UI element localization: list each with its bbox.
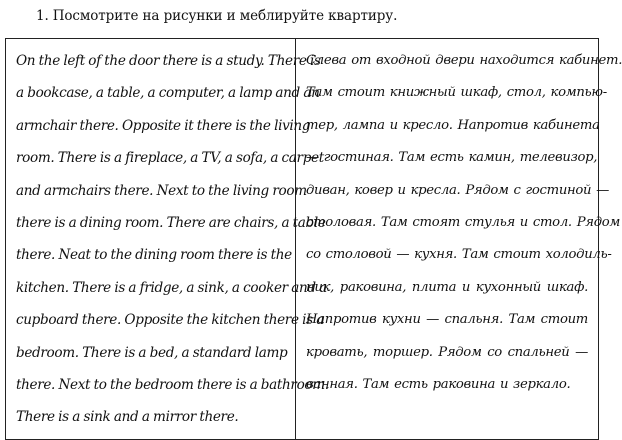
english-line: On the left of the door there is a study. There is	[16, 53, 321, 69]
russian-text-cell	[296, 39, 622, 440]
table-row	[6, 39, 599, 440]
russian-line: ник, раковина, плита и кухонный шкаф.	[306, 279, 588, 295]
russian-line: — гостиная. Там есть камин, телевизор,	[306, 150, 598, 166]
russian-line: тер, лампа и кресло. Напротив кабинета	[306, 117, 600, 133]
task-number: 1.	[36, 8, 49, 24]
russian-line: Там стоит книжный шкаф, стол, компью-	[306, 85, 607, 101]
english-line: a bookcase, a table, a computer, a lamp and an	[16, 85, 320, 102]
english-line: kitchen. There is a fridge, a sink, a cooker and a	[16, 279, 328, 296]
russian-line: ванная. Там есть раковина и зеркало.	[306, 376, 571, 392]
task-instruction: Посмотрите на рисунки и меблируйте квартиру.	[52, 8, 398, 24]
english-line: room. There is a fireplace, a TV, a sofa, a carpet	[16, 150, 324, 167]
english-line: and armchairs there. Next to the living room	[16, 182, 307, 199]
translation-table	[5, 38, 622, 440]
english-line: there. Next to the bedroom there is a bathroom.	[16, 376, 329, 393]
russian-line: Напротив кухни — спальня. Там стоит	[306, 312, 588, 328]
english-line: bedroom. There is a bed, a standard lamp	[16, 344, 288, 361]
russian-line: столовая. Там стоят стулья и стол. Рядом	[306, 214, 621, 230]
english-text-cell	[6, 39, 329, 440]
english-paragraph	[6, 39, 329, 439]
russian-line: кровать, торшер. Рядом со спальней —	[306, 344, 588, 360]
russian-line: со столовой — кухня. Там стоит холодиль-	[306, 247, 612, 263]
russian-line: диван, ковер и кресла. Рядом с гостиной —	[306, 182, 610, 198]
english-line: There is a sink and a mirror there.	[16, 409, 239, 426]
russian-line: Слева от входной двери находится кабинет.	[306, 53, 622, 68]
english-line: there. Neat to the dining room there is the	[16, 247, 292, 264]
task-heading	[36, 6, 397, 26]
russian-paragraph	[296, 39, 622, 406]
english-line: there is a dining room. There are chairs, a table	[16, 214, 326, 231]
english-line: cupboard there. Opposite the kitchen there is a	[16, 312, 324, 329]
english-line: armchair there. Opposite it there is the living	[16, 117, 311, 134]
